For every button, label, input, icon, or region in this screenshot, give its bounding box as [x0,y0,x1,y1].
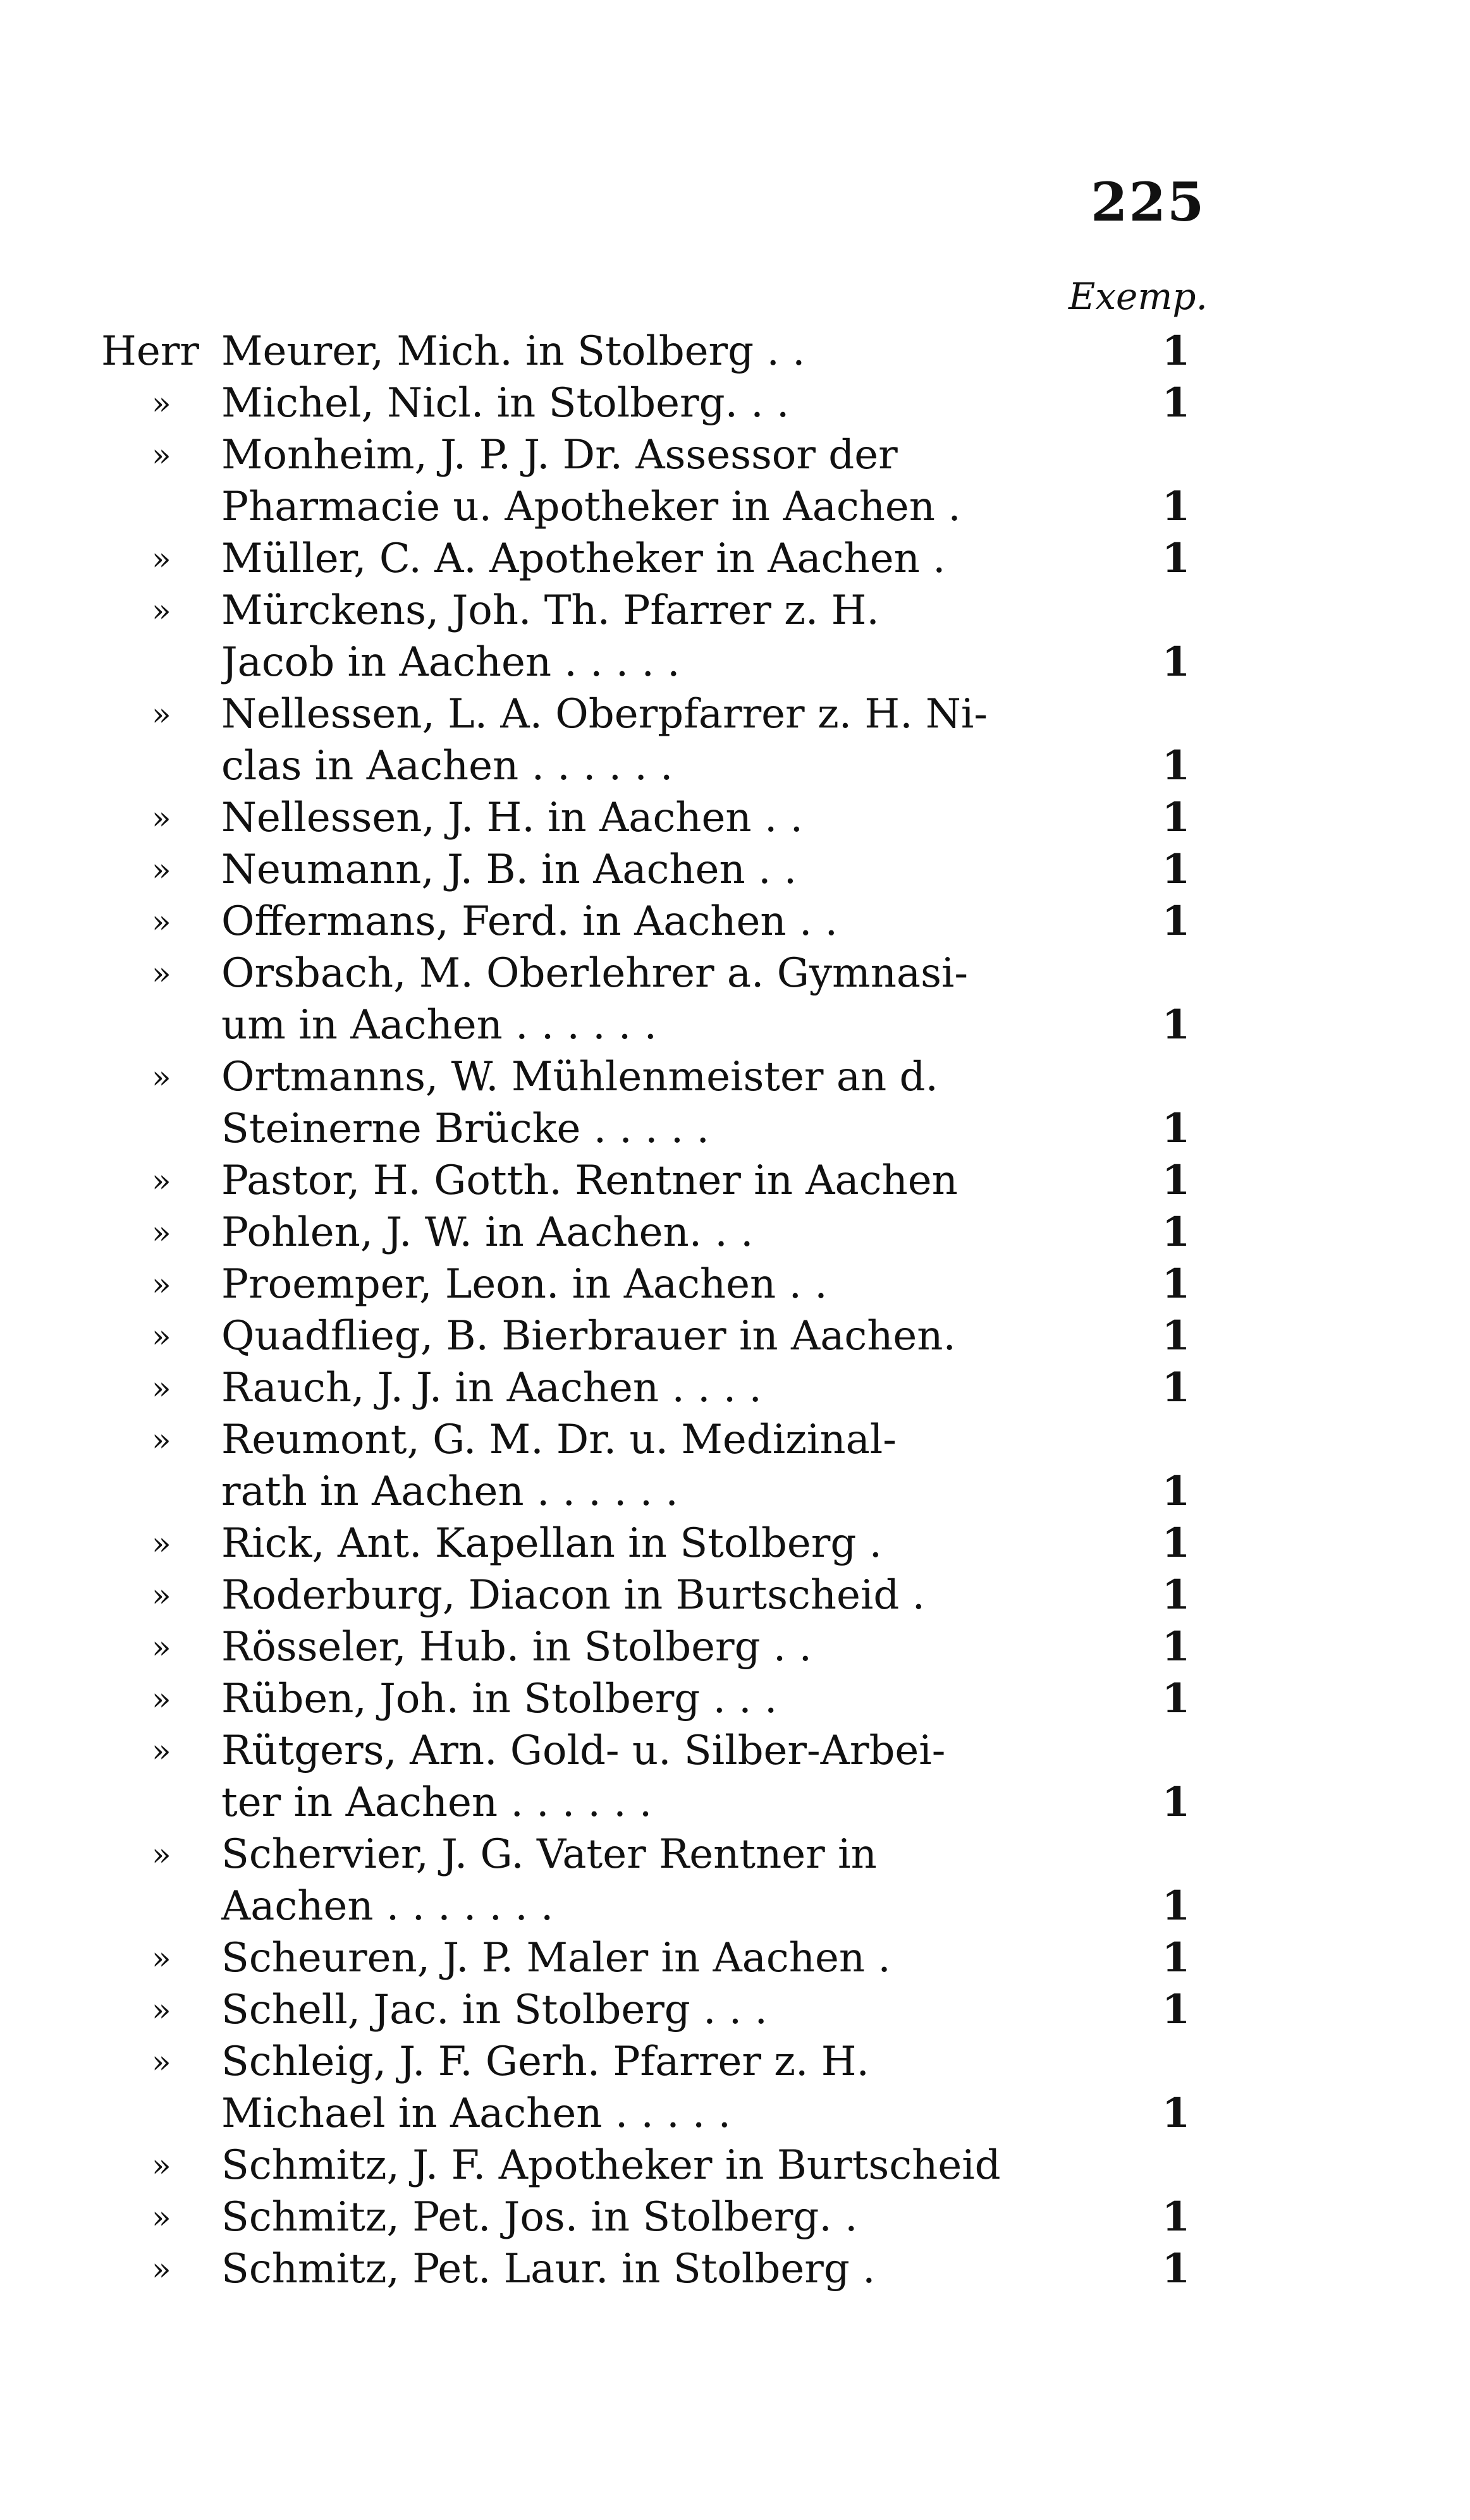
entry-line [0,1518,1470,1569]
entry-text: Müller, C. A. Apotheker in Aachen . [221,535,946,582]
entry-text: Pharmacie u. Apotheker in Aachen . [221,484,961,530]
entry-line [0,688,1470,740]
copies-count: 1 [1161,1571,1191,1619]
copies-count: 1 [1161,1001,1191,1049]
entry-text: Pastor, H. Gotth. Rentner in Aachen [221,1157,958,1204]
list-item [0,585,1470,688]
entry-text: Schell, Jac. in Stolberg . . . [221,1987,768,2033]
ditto-mark: » [152,592,171,629]
copies-count: 1 [1161,327,1191,375]
list-item [0,844,1470,896]
entry-line [0,947,1470,999]
entry-text: Aachen . . . . . . . [221,1883,554,1930]
list-item [0,1569,1470,1621]
entry-text: Rösseler, Hub. in Stolberg . . [221,1624,812,1671]
copies-count: 1 [1161,2193,1191,2241]
list-item [0,947,1470,1051]
copies-count: 1 [1161,1312,1191,1360]
entry-line [0,1569,1470,1621]
entry-line [0,1829,1470,1880]
entry-line [0,2191,1470,2243]
ditto-mark: » [152,1318,171,1354]
entry-line [0,1362,1470,1414]
ditto-mark: » [152,800,171,836]
ditto-mark: » [152,696,171,733]
copies-count: 1 [1161,1519,1191,1567]
entry-line [0,740,1470,792]
list-item [0,1932,1470,1984]
entry-line [0,1777,1470,1829]
list-item [0,1673,1470,1725]
list-item [0,896,1470,947]
copies-count: 1 [1161,898,1191,945]
salutation: Herr [101,328,199,375]
ditto-mark: » [152,1992,171,2028]
list-item [0,1362,1470,1414]
copies-count: 1 [1161,1364,1191,1411]
copies-count: 1 [1161,742,1191,789]
entry-line [0,1984,1470,2036]
list-item [0,1051,1470,1155]
entry-text: Ortmanns, W. Mühlenmeister an d. [221,1054,938,1100]
ditto-mark: » [152,1577,171,1614]
ditto-mark: » [152,1940,171,1976]
entry-text: Jacob in Aachen . . . . . [221,639,680,686]
entry-line [0,2036,1470,2088]
entry-line [0,1414,1470,1466]
ditto-mark: » [152,1214,171,1251]
list-item [0,792,1470,844]
entry-text: Roderburg, Diacon in Burtscheid . [221,1572,925,1619]
copies-count: 1 [1161,1468,1191,1515]
list-item [0,377,1470,429]
entry-line [0,377,1470,429]
entry-line [0,896,1470,947]
ditto-mark: » [152,851,171,888]
entry-text: Rauch, J. J. in Aachen . . . . [221,1365,762,1411]
entry-line [0,533,1470,585]
copies-count: 1 [1161,1157,1191,1204]
entry-text: Neumann, J. B. in Aachen . . [221,846,797,893]
list-item [0,1984,1470,2036]
entry-line [0,1310,1470,1362]
entry-text: Monheim, J. P. J. Dr. Assessor der [221,432,898,478]
ditto-mark: » [152,1681,171,1717]
ditto-mark: » [152,1370,171,1406]
ditto-mark: » [152,1162,171,1199]
entry-text: Orsbach, M. Oberlehrer a. Gymnasi- [221,950,968,997]
copies-count: 1 [1161,1934,1191,1981]
subscriber-list [0,326,1470,2295]
entry-text: Schleig, J. F. Gerh. Pfarrer z. H. [221,2038,869,2085]
copies-count: 1 [1161,1208,1191,1256]
entry-line [0,2140,1470,2191]
entry-line [0,429,1470,481]
entry-text: clas in Aachen . . . . . . [221,743,673,789]
list-item [0,1207,1470,1258]
copies-count: 1 [1161,1623,1191,1671]
entry-text: Pohlen, J. W. in Aachen. . . [221,1209,754,1256]
list-item [0,429,1470,533]
page-number: 225 [1091,171,1206,233]
entry-line [0,2088,1470,2140]
entry-line [0,1155,1470,1207]
entry-text: Quadflieg, B. Bierbrauer in Aachen. [221,1313,956,1360]
entry-line [0,636,1470,688]
ditto-mark: » [152,1059,171,1095]
copies-count: 1 [1161,846,1191,893]
entry-line [0,1932,1470,1984]
entry-line [0,585,1470,636]
copies-count: 1 [1161,2245,1191,2292]
entry-text: Scheuren, J. P. Maler in Aachen . [221,1935,891,1981]
ditto-mark: » [152,2043,171,2080]
copies-count: 1 [1161,483,1191,530]
entry-text: Meurer, Mich. in Stolberg . . [221,328,805,375]
entry-text: rath in Aachen . . . . . . [221,1468,678,1515]
copies-count: 1 [1161,1675,1191,1722]
list-item [0,2243,1470,2295]
ditto-mark: » [152,903,171,940]
ditto-mark: » [152,2199,171,2236]
ditto-mark: » [152,385,171,422]
entry-line [0,1051,1470,1103]
ditto-mark: » [152,1421,171,1458]
copies-count: 1 [1161,1986,1191,2033]
entry-line [0,792,1470,844]
entry-line [0,1673,1470,1725]
entry-text: Schmitz, J. F. Apotheker in Burtscheid [221,2142,1001,2189]
entry-text: Offermans, Ferd. in Aachen . . [221,898,838,945]
list-item [0,326,1470,377]
copies-count: 1 [1161,794,1191,841]
entry-line [0,2243,1470,2295]
entry-text: Mürckens, Joh. Th. Pfarrer z. H. [221,587,879,634]
list-item [0,2036,1470,2140]
entry-line [0,1258,1470,1310]
list-item [0,1310,1470,1362]
entry-text: Michel, Nicl. in Stolberg. . . [221,380,790,427]
entry-text: Steinerne Brücke . . . . . [221,1105,709,1152]
entry-text: Schervier, J. G. Vater Rentner in [221,1831,877,1878]
entry-text: Schmitz, Pet. Jos. in Stolberg. . [221,2194,858,2241]
entry-text: um in Aachen . . . . . . [221,1002,657,1049]
entry-line [0,481,1470,533]
entry-line [0,1103,1470,1155]
entry-text: Michael in Aachen . . . . . [221,2090,731,2137]
list-item [0,2140,1470,2191]
list-item [0,1621,1470,1673]
list-item [0,688,1470,792]
copies-count: 1 [1161,1882,1191,1930]
entry-line [0,1466,1470,1518]
entry-line [0,1621,1470,1673]
ditto-mark: » [152,437,171,473]
list-item [0,533,1470,585]
copies-count: 1 [1161,379,1191,427]
entry-line [0,1207,1470,1258]
entry-text: Nellessen, J. H. in Aachen . . [221,794,803,841]
copies-count: 1 [1161,535,1191,582]
list-item [0,2191,1470,2243]
ditto-mark: » [152,2147,171,2184]
entry-text: Rüben, Joh. in Stolberg . . . [221,1676,778,1722]
ditto-mark: » [152,1629,171,1665]
list-item [0,1155,1470,1207]
copies-count: 1 [1161,1779,1191,1826]
list-item [0,1518,1470,1569]
copies-count: 1 [1161,1260,1191,1308]
entry-text: ter in Aachen . . . . . . [221,1779,652,1826]
entry-text: Schmitz, Pet. Laur. in Stolberg . [221,2246,876,2292]
copies-count: 1 [1161,1105,1191,1152]
list-item [0,1414,1470,1518]
copies-count: 1 [1161,638,1191,686]
list-item [0,1725,1470,1829]
list-item [0,1258,1470,1310]
ditto-mark: » [152,1525,171,1562]
ditto-mark: » [152,2251,171,2287]
entry-text: Nellessen, L. A. Oberpfarrer z. H. Ni- [221,691,988,738]
copies-count: 1 [1161,2090,1191,2137]
entry-text: Rick, Ant. Kapellan in Stolberg . [221,1520,882,1567]
ditto-mark: » [152,1732,171,1769]
ditto-mark: » [152,955,171,992]
entry-line [0,1725,1470,1777]
column-header: Exemp. [1069,275,1208,318]
entry-line [0,326,1470,377]
entry-text: Proemper, Leon. in Aachen . . [221,1261,828,1308]
entry-line [0,1880,1470,1932]
list-item [0,1829,1470,1932]
entry-text: Reumont, G. M. Dr. u. Medizinal- [221,1416,897,1463]
ditto-mark: » [152,540,171,577]
ditto-mark: » [152,1836,171,1873]
ditto-mark: » [152,1266,171,1303]
entry-text: Rütgers, Arn. Gold- u. Silber-Arbei- [221,1727,946,1774]
entry-line [0,844,1470,896]
entry-line [0,999,1470,1051]
